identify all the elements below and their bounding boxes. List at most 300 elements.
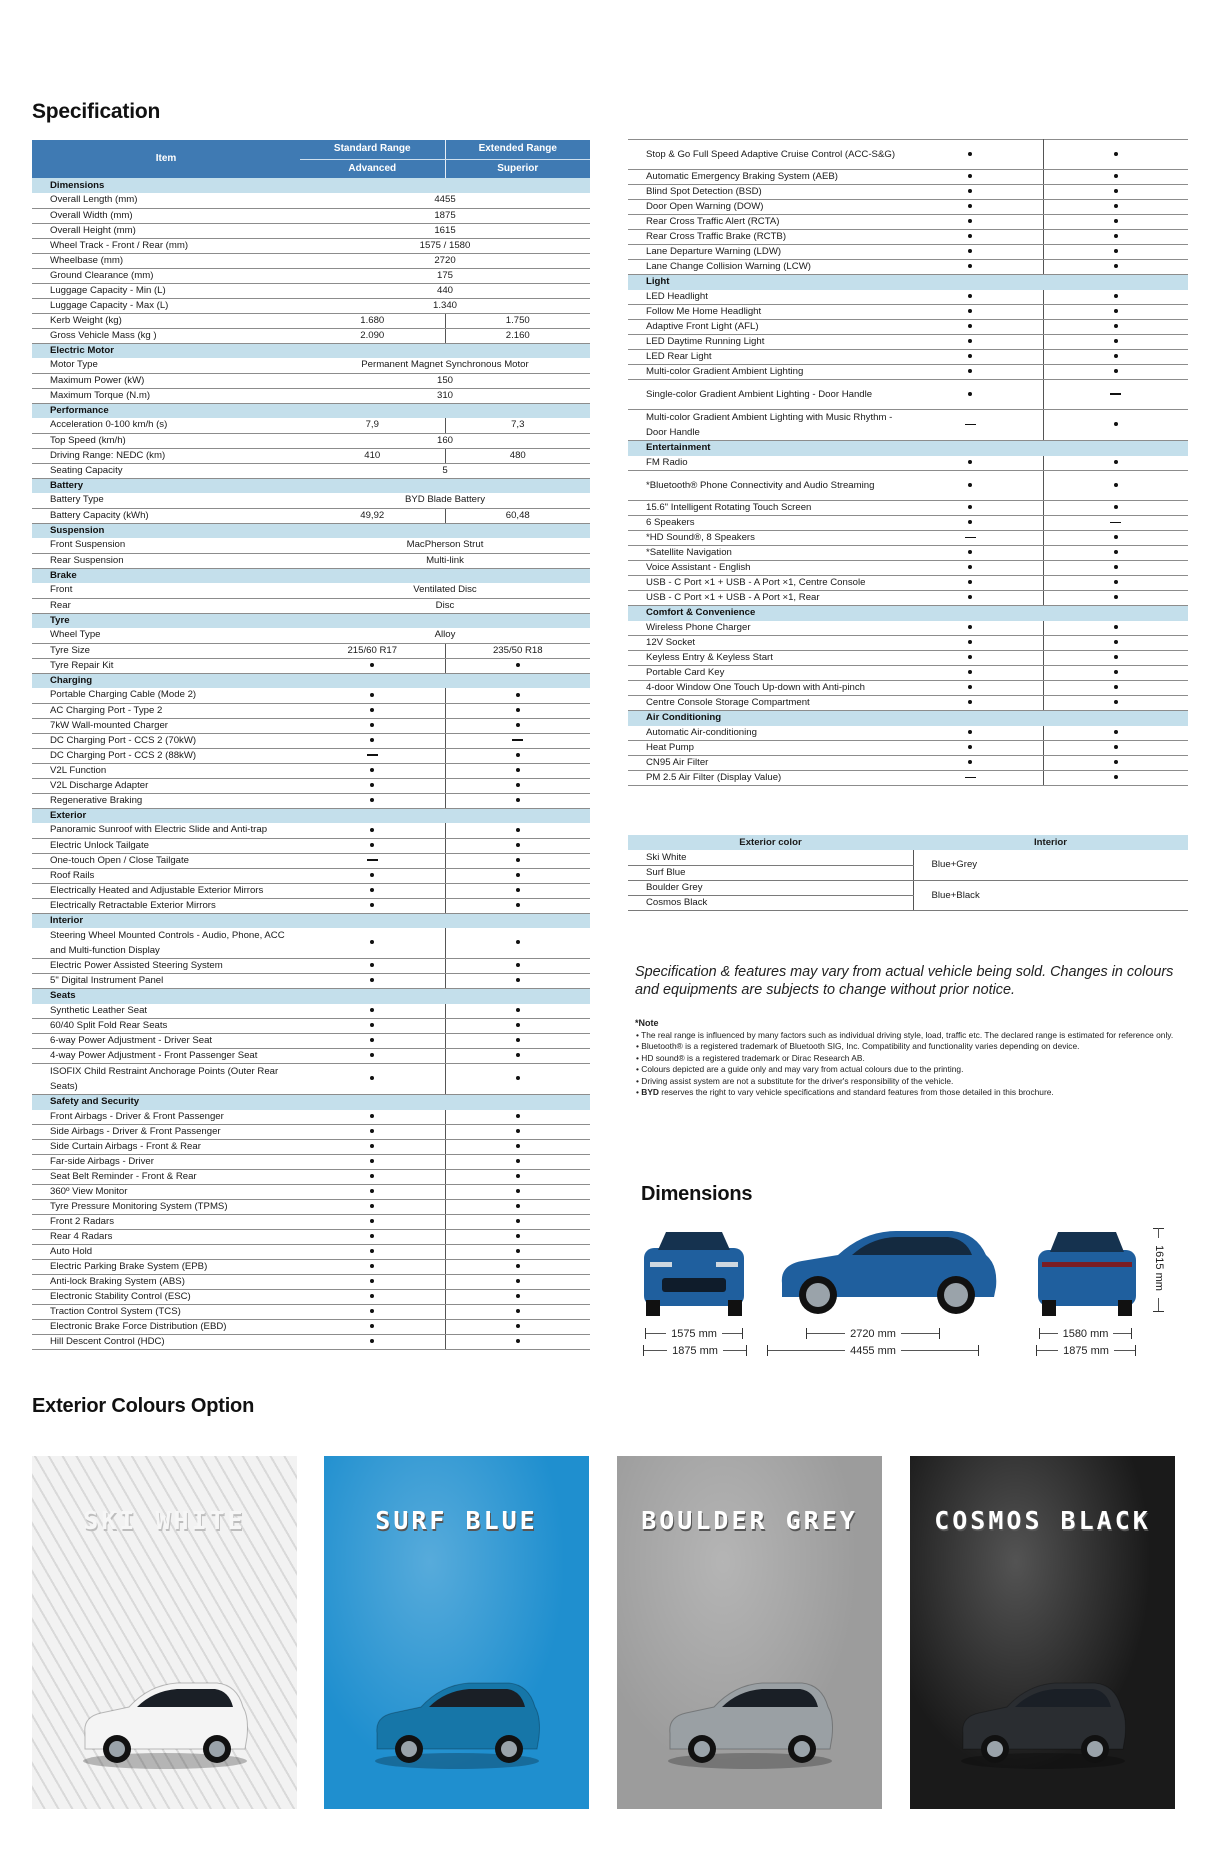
spec-value-advanced (898, 576, 1043, 591)
available-dot-icon (516, 1008, 520, 1012)
available-dot-icon (968, 655, 972, 659)
spec-label: Wheel Track - Front / Rear (mm) (32, 238, 300, 253)
spec-row (32, 823, 590, 838)
spec-label: Centre Console Storage Compartment (628, 696, 898, 711)
spec-value-superior (1043, 200, 1188, 215)
car-windshield (658, 1232, 730, 1250)
spec-value-advanced (300, 868, 445, 883)
spec-label: LED Daytime Running Light (628, 335, 898, 350)
note-text: Colours depicted are a guide only and may vary from actual colours due to the printing. (641, 1064, 964, 1074)
car-image (955, 1671, 1130, 1771)
spec-row (32, 974, 590, 989)
spec-value-superior (1043, 591, 1188, 606)
header-standard-range: Standard Range (300, 140, 445, 159)
spec-row (32, 1170, 590, 1185)
spec-row (628, 576, 1188, 591)
available-dot-icon (968, 520, 972, 524)
exterior-color-item: Cosmos Black (628, 895, 913, 910)
spec-value-superior (445, 928, 590, 959)
spec-label: LED Rear Light (628, 350, 898, 365)
spec-value-advanced (300, 793, 445, 808)
available-dot-icon (370, 1204, 374, 1208)
header-superior: Superior (445, 159, 590, 178)
spec-row (32, 418, 590, 433)
spec-value-superior (1043, 501, 1188, 516)
available-dot-icon (516, 1279, 520, 1283)
spec-value-superior (1043, 410, 1188, 441)
spec-value-superior: 235/50 R18 (445, 643, 590, 658)
spec-row (628, 456, 1188, 471)
car-image (662, 1671, 837, 1771)
spec-value-advanced (300, 1125, 445, 1140)
spec-value-advanced (898, 185, 1043, 200)
spec-label: 4-door Window One Touch Up-down with Anti-pinch (628, 681, 898, 696)
spec-row (628, 471, 1188, 501)
available-dot-icon (370, 1249, 374, 1253)
available-dot-icon (1114, 324, 1118, 328)
spec-value-superior (445, 1125, 590, 1140)
note-item: • The real range is influenced by many factors such as individual driving style, load, traffic etc. The declared range is estimated for reference only. (636, 1029, 1174, 1040)
spec-value-superior (1043, 320, 1188, 335)
spec-value-superior (445, 1230, 590, 1245)
spec-value-advanced (300, 959, 445, 974)
available-dot-icon (968, 730, 972, 734)
available-dot-icon (1114, 745, 1118, 749)
spec-row (628, 621, 1188, 636)
spec-row (32, 1049, 590, 1064)
section-header (628, 275, 1188, 290)
available-dot-icon (370, 828, 374, 832)
spec-value-superior (1043, 531, 1188, 546)
spec-label: Multi-color Gradient Ambient Lighting (628, 365, 898, 380)
available-dot-icon (968, 324, 972, 328)
section-title: Electric Motor (32, 343, 590, 358)
available-dot-icon (968, 760, 972, 764)
spec-label: Follow Me Home Headlight (628, 305, 898, 320)
spec-value-advanced (898, 350, 1043, 365)
section-header (32, 343, 590, 358)
spec-value-superior (1043, 771, 1188, 786)
available-dot-icon (968, 204, 972, 208)
not-available-dash-icon (965, 424, 976, 426)
spec-row (628, 681, 1188, 696)
section-title: Air Conditioning (628, 711, 1188, 726)
spec-value-advanced (300, 928, 445, 959)
spec-label: Front Suspension (32, 538, 300, 553)
spec-value-superior (445, 1335, 590, 1350)
spec-label: Electrically Retractable Exterior Mirrors (32, 898, 300, 913)
available-dot-icon (968, 392, 972, 396)
available-dot-icon (370, 1189, 374, 1193)
spec-label: 7kW Wall-mounted Charger (32, 718, 300, 733)
spec-row (32, 1004, 590, 1019)
spec-value-superior (1043, 756, 1188, 771)
spec-label: Portable Charging Cable (Mode 2) (32, 688, 300, 703)
available-dot-icon (516, 663, 520, 667)
note-text: The real range is influenced by many factors such as individual driving style, load, traffic etc. The declared range is estimated for reference only. (641, 1029, 1174, 1040)
available-dot-icon (516, 1234, 520, 1238)
spec-value-superior (445, 868, 590, 883)
available-dot-icon (516, 1324, 520, 1328)
spec-label: Electronic Brake Force Distribution (EBD) (32, 1320, 300, 1335)
spec-label: Synthetic Leather Seat (32, 1004, 300, 1019)
spec-row (628, 591, 1188, 606)
spec-value-advanced (300, 1230, 445, 1245)
spec-row (32, 628, 590, 643)
spec-row (32, 553, 590, 568)
header-advanced: Advanced (300, 159, 445, 178)
spec-label: 4-way Power Adjustment - Front Passenger Seat (32, 1049, 300, 1064)
spec-row (32, 1245, 590, 1260)
colour-swatch-cosmos-black[interactable] (910, 1456, 1175, 1809)
car-rim-rear (794, 1741, 810, 1757)
section-header (32, 178, 590, 193)
available-dot-icon (516, 978, 520, 982)
spec-value-superior (1043, 546, 1188, 561)
spec-value-superior: 480 (445, 448, 590, 463)
spec-label: Rear 4 Radars (32, 1230, 300, 1245)
spec-label: *Bluetooth® Phone Connectivity and Audio Streaming (628, 471, 898, 501)
available-dot-icon (516, 1264, 520, 1268)
available-dot-icon (516, 1174, 520, 1178)
spec-label: Front Airbags - Driver & Front Passenger (32, 1110, 300, 1125)
spec-label: 12V Socket (628, 636, 898, 651)
spec-value-superior (445, 778, 590, 793)
spec-row (32, 883, 590, 898)
spec-label: Seat Belt Reminder - Front & Rear (32, 1170, 300, 1185)
note-item: • Bluetooth® is a registered trademark of Bluetooth SIG, Inc. Compatibility and functionality varies depending on device. (636, 1041, 1080, 1051)
spec-row (628, 516, 1188, 531)
spec-value-advanced (300, 763, 445, 778)
height-label: 1615 mm (1153, 1238, 1165, 1298)
spec-value-superior (1043, 215, 1188, 230)
spec-value-superior (1043, 681, 1188, 696)
available-dot-icon (516, 783, 520, 787)
spec-row (32, 268, 590, 283)
spec-value-superior (445, 1275, 590, 1290)
spec-value-advanced (300, 838, 445, 853)
spec-row (32, 748, 590, 763)
available-dot-icon (1114, 700, 1118, 704)
spec-row (628, 200, 1188, 215)
available-dot-icon (1114, 483, 1118, 487)
not-available-dash-icon (367, 754, 378, 756)
spec-value-advanced (300, 733, 445, 748)
spec-label: Side Airbags - Driver & Front Passenger (32, 1125, 300, 1140)
available-dot-icon (1114, 460, 1118, 464)
spec-row (32, 208, 590, 223)
height-dimension (1153, 1228, 1167, 1312)
spec-value-superior (1043, 696, 1188, 711)
spec-value-superior (1043, 290, 1188, 305)
spec-row (628, 666, 1188, 681)
available-dot-icon (370, 1339, 374, 1343)
spec-row (628, 696, 1188, 711)
spec-label: Top Speed (km/h) (32, 433, 300, 448)
available-dot-icon (516, 693, 520, 697)
available-dot-icon (370, 1219, 374, 1223)
spec-value-advanced (898, 501, 1043, 516)
available-dot-icon (370, 708, 374, 712)
spec-row (32, 493, 590, 508)
spec-value-advanced (300, 703, 445, 718)
spec-value-superior (445, 1215, 590, 1230)
spec-value-both: 440 (300, 283, 590, 298)
spec-row (32, 463, 590, 478)
spec-value-superior (445, 853, 590, 868)
spec-value-superior (445, 883, 590, 898)
spec-row (32, 1034, 590, 1049)
spec-row (32, 718, 590, 733)
spec-row (628, 546, 1188, 561)
note-item: • HD sound® is a registered trademark or Dirac Research AB. (636, 1052, 865, 1063)
spec-value-advanced: 1.680 (300, 313, 445, 328)
car-rim-rear (501, 1741, 517, 1757)
spec-value-advanced (300, 1290, 445, 1305)
exterior-colours-title: Exterior Colours Option (32, 1395, 255, 1417)
spec-label: Adaptive Front Light (AFL) (628, 320, 898, 335)
spec-value-advanced: 2.090 (300, 328, 445, 343)
rear-width-label: 1875 mm (1063, 1344, 1109, 1357)
car-rim-rear (209, 1741, 225, 1757)
notes-title: *Note (635, 1018, 659, 1028)
available-dot-icon (516, 1076, 520, 1080)
spec-row (32, 1155, 590, 1170)
spec-label: 6-way Power Adjustment - Driver Seat (32, 1034, 300, 1049)
available-dot-icon (370, 1309, 374, 1313)
car-front-view (640, 1228, 748, 1316)
available-dot-icon (370, 1144, 374, 1148)
note-text: reserves the right to vary vehicle specifications and standard features from those detailed in this brochure. (658, 1087, 1054, 1097)
spec-value-superior (445, 658, 590, 673)
available-dot-icon (370, 888, 374, 892)
spec-value-both: Permanent Magnet Synchronous Motor (300, 358, 590, 373)
car-image (369, 1671, 544, 1771)
spec-value-advanced (898, 741, 1043, 756)
spec-label: Automatic Emergency Braking System (AEB) (628, 170, 898, 185)
spec-row (32, 373, 590, 388)
spec-value-superior (445, 823, 590, 838)
spec-value-advanced (300, 1275, 445, 1290)
section-header (32, 523, 590, 538)
section-title: Safety and Security (32, 1095, 590, 1110)
exterior-color-header: Exterior color (628, 835, 913, 850)
spec-value-advanced (300, 974, 445, 989)
spec-row (32, 1290, 590, 1305)
spec-value-superior (445, 1049, 590, 1064)
spec-value-advanced (898, 230, 1043, 245)
spec-row (628, 350, 1188, 365)
spec-value-superior (445, 898, 590, 913)
car-rear-view (1036, 1228, 1138, 1316)
spec-value-both: Disc (300, 598, 590, 613)
available-dot-icon (516, 1053, 520, 1057)
spec-label: Wheelbase (mm) (32, 253, 300, 268)
colour-swatch-boulder-grey[interactable] (617, 1456, 882, 1809)
car-rear-window (1050, 1232, 1124, 1252)
spec-value-advanced (300, 718, 445, 733)
spec-value-advanced (898, 245, 1043, 260)
available-dot-icon (968, 625, 972, 629)
spec-label: Electric Unlock Tailgate (32, 838, 300, 853)
spec-row (32, 793, 590, 808)
spec-table-left (32, 140, 590, 1350)
front-width-dimension (643, 1345, 747, 1356)
spec-row (32, 1320, 590, 1335)
spec-value-superior (1043, 230, 1188, 245)
spec-row (32, 959, 590, 974)
available-dot-icon (968, 670, 972, 674)
spec-label: DC Charging Port - CCS 2 (88kW) (32, 748, 300, 763)
spec-value-superior (445, 703, 590, 718)
spec-value-superior (445, 1034, 590, 1049)
exterior-color-item: Surf Blue (628, 865, 913, 880)
available-dot-icon (516, 1294, 520, 1298)
available-dot-icon (516, 888, 520, 892)
spec-value-superior (445, 1019, 590, 1034)
front-width-label: 1875 mm (672, 1344, 718, 1357)
available-dot-icon (370, 1114, 374, 1118)
spec-label: Tyre Size (32, 643, 300, 658)
available-dot-icon (1114, 204, 1118, 208)
spec-row (628, 230, 1188, 245)
available-dot-icon (968, 294, 972, 298)
available-dot-icon (516, 1129, 520, 1133)
spec-value-both: 175 (300, 268, 590, 283)
spec-value-advanced (898, 410, 1043, 441)
spec-row (628, 260, 1188, 275)
length-label: 4455 mm (850, 1344, 896, 1357)
spec-value-superior (445, 1245, 590, 1260)
spec-label: Electrically Heated and Adjustable Exterior Mirrors (32, 883, 300, 898)
available-dot-icon (968, 640, 972, 644)
dimensions-title: Dimensions (641, 1183, 753, 1205)
available-dot-icon (968, 369, 972, 373)
car-rim-front (806, 1283, 830, 1307)
not-available-dash-icon (965, 777, 976, 779)
spec-value-advanced (898, 140, 1043, 170)
spec-label: Electric Parking Brake System (EPB) (32, 1260, 300, 1275)
spec-value-superior (445, 1140, 590, 1155)
spec-table-right (628, 139, 1188, 786)
car-body (1038, 1250, 1136, 1306)
spec-value-advanced (300, 898, 445, 913)
available-dot-icon (516, 1144, 520, 1148)
note-brand: BYD (641, 1087, 659, 1097)
spec-row (628, 305, 1188, 320)
spec-value-advanced (898, 215, 1043, 230)
spec-value-advanced (898, 320, 1043, 335)
spec-row (628, 365, 1188, 380)
section-title: Dimensions (32, 178, 590, 193)
available-dot-icon (1114, 354, 1118, 358)
section-header (32, 808, 590, 823)
available-dot-icon (1114, 152, 1118, 156)
spec-value-superior (1043, 576, 1188, 591)
spec-label: Battery Type (32, 493, 300, 508)
spec-value-superior (1043, 471, 1188, 501)
spec-value-advanced (300, 1260, 445, 1275)
car-image (77, 1671, 252, 1771)
spec-label: Battery Capacity (kWh) (32, 508, 300, 523)
interior-color-item: Blue+Black (913, 880, 1188, 910)
spec-value-advanced (300, 658, 445, 673)
spec-label: 15.6" Intelligent Rotating Touch Screen (628, 501, 898, 516)
spec-value-advanced (898, 471, 1043, 501)
specification-title: Specification (32, 100, 161, 123)
spec-value-superior: 7,3 (445, 418, 590, 433)
spec-label: Traction Control System (TCS) (32, 1305, 300, 1320)
spec-value-superior: 2.160 (445, 328, 590, 343)
available-dot-icon (516, 1204, 520, 1208)
spec-value-advanced (898, 456, 1043, 471)
spec-value-superior (445, 1260, 590, 1275)
spec-row (32, 448, 590, 463)
spec-value-superior (1043, 621, 1188, 636)
available-dot-icon (370, 693, 374, 697)
spec-label: Overall Length (mm) (32, 193, 300, 208)
available-dot-icon (370, 1279, 374, 1283)
section-header (32, 1095, 590, 1110)
spec-value-advanced (300, 748, 445, 763)
spec-value-both: 310 (300, 388, 590, 403)
spec-row (628, 636, 1188, 651)
spec-row (32, 388, 590, 403)
colour-swatch-ski-white[interactable] (32, 1456, 297, 1809)
available-dot-icon (370, 1023, 374, 1027)
available-dot-icon (1114, 249, 1118, 253)
available-dot-icon (1114, 309, 1118, 313)
available-dot-icon (370, 1053, 374, 1057)
available-dot-icon (516, 1023, 520, 1027)
spec-value-advanced (300, 1019, 445, 1034)
section-title: Performance (32, 403, 590, 418)
car-rim-rear (1087, 1741, 1103, 1757)
spec-value-advanced (898, 290, 1043, 305)
spec-value-superior (1043, 260, 1188, 275)
available-dot-icon (968, 580, 972, 584)
available-dot-icon (968, 249, 972, 253)
spec-value-superior (1043, 561, 1188, 576)
spec-value-advanced (300, 1170, 445, 1185)
available-dot-icon (1114, 264, 1118, 268)
spec-row (32, 1335, 590, 1350)
swatch-name: SKI WHITE (83, 1506, 246, 1535)
available-dot-icon (370, 1324, 374, 1328)
available-dot-icon (1114, 580, 1118, 584)
note-text: Bluetooth® is a registered trademark of Bluetooth SIG, Inc. Compatibility and functionality varies depending on device. (641, 1041, 1080, 1051)
note-item: • Driving assist system are not a substitute for the driver's responsibility of the vehicle. (636, 1075, 954, 1086)
spec-row (32, 1110, 590, 1125)
available-dot-icon (968, 152, 972, 156)
spec-value-both: 1875 (300, 208, 590, 223)
front-track-label: 1575 mm (671, 1327, 717, 1340)
spec-value-advanced (300, 688, 445, 703)
header-extended-range: Extended Range (445, 140, 590, 159)
disclaimer-text: Specification & features may vary from actual vehicle being sold. Changes in colours and equipments are subjects to change without prior notice. (635, 964, 1174, 998)
spec-label: Seating Capacity (32, 463, 300, 478)
available-dot-icon (516, 858, 520, 862)
spec-row (32, 358, 590, 373)
available-dot-icon (1114, 422, 1118, 426)
spec-value-advanced (300, 883, 445, 898)
colour-swatch-surf-blue[interactable] (324, 1456, 589, 1809)
available-dot-icon (516, 1159, 520, 1163)
rear-width-dimension (1036, 1345, 1136, 1356)
spec-value-advanced (300, 778, 445, 793)
spec-label: V2L Discharge Adapter (32, 778, 300, 793)
available-dot-icon (968, 483, 972, 487)
